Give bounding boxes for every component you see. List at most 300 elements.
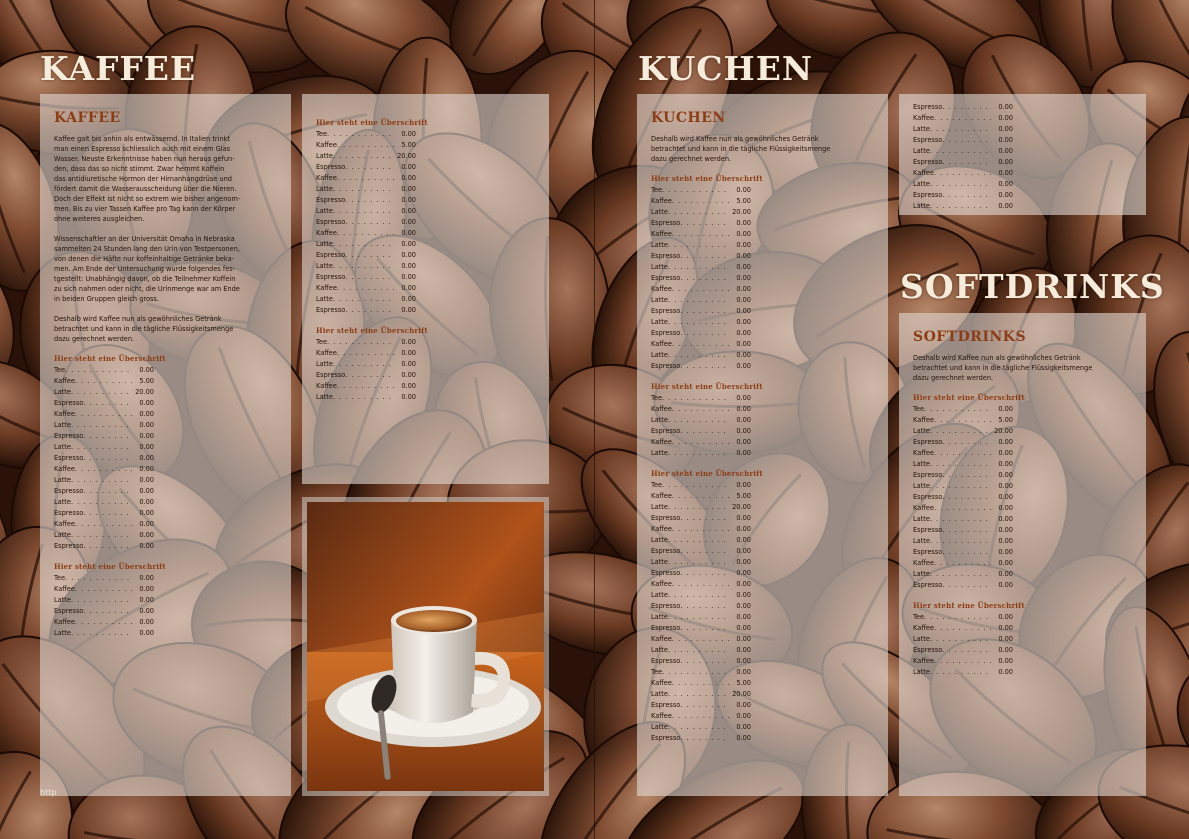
menu-item-name: Kaffee <box>651 438 672 446</box>
dot-leader <box>942 157 991 168</box>
dot-leader <box>345 305 394 316</box>
kuchen-paragraphs <box>651 134 874 164</box>
menu-item-name: Espresso <box>913 581 943 589</box>
dot-leader <box>672 524 729 535</box>
menu-item-price: 0.00 <box>998 460 1013 468</box>
menu-item-price: 0.00 <box>998 515 1013 523</box>
menu-item-row <box>316 305 416 316</box>
menu-item-name: Latte <box>54 498 71 506</box>
menu-item-row <box>316 392 416 403</box>
menu-item-name: Espresso <box>651 701 681 709</box>
coffee-cup-photo-frame <box>302 497 549 796</box>
menu-item-name: Tee <box>913 405 925 413</box>
dot-leader <box>668 448 729 459</box>
menu-item-row <box>316 370 416 381</box>
menu-item-row <box>316 140 416 151</box>
menu-item-name: Kaffee <box>316 174 337 182</box>
menu-item-row <box>913 536 1013 547</box>
dot-leader <box>662 480 729 491</box>
menu-item-row <box>651 722 751 733</box>
dot-leader <box>672 196 729 207</box>
menu-item-name: Latte <box>54 476 71 484</box>
dot-leader <box>942 492 991 503</box>
dot-leader <box>668 415 729 426</box>
menu-item-row <box>54 573 154 584</box>
menu-item-price: 0.00 <box>736 701 751 709</box>
dot-leader <box>71 420 132 431</box>
menu-item-price: 0.00 <box>736 427 751 435</box>
menu-item-row <box>651 196 751 207</box>
menu-item-price: 0.00 <box>736 525 751 533</box>
menu-item-row <box>54 584 154 595</box>
menu-item-row <box>54 442 154 453</box>
menu-item-name: Kaffee <box>316 141 337 149</box>
menu-item-name: Tee <box>913 613 925 621</box>
menu-item-name: Latte <box>913 668 930 676</box>
menu-item-row <box>54 606 154 617</box>
menu-item-price: 0.00 <box>401 218 416 226</box>
dot-leader <box>672 229 729 240</box>
dot-leader <box>337 140 394 151</box>
dot-leader <box>668 502 729 513</box>
menu-item-name: Espresso <box>913 191 943 199</box>
menu-item-row <box>54 420 154 431</box>
dot-leader <box>942 437 991 448</box>
menu-item-price: 0.00 <box>998 570 1013 578</box>
dot-leader <box>934 113 991 124</box>
menu-item-row <box>651 656 751 667</box>
menu-item-name: Latte <box>651 449 668 457</box>
menu-item-row <box>913 113 1013 124</box>
dot-leader <box>333 294 394 305</box>
menu-item-row <box>54 628 154 639</box>
menu-item-name: Espresso <box>651 602 681 610</box>
menu-item-price: 0.00 <box>736 318 751 326</box>
menu-item-row <box>54 486 154 497</box>
menu-item-price: 0.00 <box>998 136 1013 144</box>
section-heading: Hier steht eine Überschrift <box>651 174 763 183</box>
menu-item-name: Tee <box>651 668 663 676</box>
menu-item-price: 0.00 <box>401 196 416 204</box>
menu-item-row <box>54 617 154 628</box>
dot-leader <box>662 185 729 196</box>
menu-item-row <box>651 284 751 295</box>
menu-item-name: Latte <box>54 596 71 604</box>
dot-leader <box>672 404 729 415</box>
menu-item-price: 0.00 <box>998 180 1013 188</box>
menu-item-price: 0.00 <box>401 251 416 259</box>
top-right-panel <box>899 94 1146 215</box>
menu-item-name: Latte <box>651 536 668 544</box>
menu-item-name: Latte <box>651 263 668 271</box>
dot-leader <box>333 206 394 217</box>
menu-item-name: Latte <box>316 185 333 193</box>
menu-item-name: Espresso <box>651 624 681 632</box>
menu-item-row <box>913 634 1013 645</box>
menu-item-row <box>316 129 416 140</box>
menu-item-price: 0.00 <box>401 185 416 193</box>
menu-item-row <box>316 250 416 261</box>
menu-item-price: 0.00 <box>998 559 1013 567</box>
menu-item-row <box>651 678 751 689</box>
menu-item-row <box>651 689 751 700</box>
dot-leader <box>680 251 729 262</box>
menu-item-price: 20.00 <box>732 208 751 216</box>
dot-leader <box>930 146 991 157</box>
menu-item-name: Kaffee <box>651 492 672 500</box>
dot-leader <box>668 207 729 218</box>
dot-leader <box>680 306 729 317</box>
menu-item-row <box>651 502 751 513</box>
menu-item-name: Latte <box>651 723 668 731</box>
menu-item-row <box>316 294 416 305</box>
dot-leader <box>668 350 729 361</box>
menu-item-name: Espresso <box>651 547 681 555</box>
menu-item-name: Kaffee <box>54 377 75 385</box>
section-heading: Hier steht eine Überschrift <box>316 118 428 127</box>
menu-item-row <box>913 656 1013 667</box>
menu-item-row <box>316 184 416 195</box>
menu-item-name: Espresso <box>54 542 84 550</box>
menu-item-name: Espresso <box>651 329 681 337</box>
menu-item-row <box>651 229 751 240</box>
menu-item-row <box>316 261 416 272</box>
menu-item-price: 0.00 <box>998 103 1013 111</box>
dot-leader <box>83 398 132 409</box>
menu-item-price: 0.00 <box>998 202 1013 210</box>
menu-item-name: Kaffee <box>54 410 75 418</box>
menu-item-price: 0.00 <box>998 581 1013 589</box>
dot-leader <box>662 667 729 678</box>
dot-leader <box>680 568 729 579</box>
dot-leader <box>345 195 394 206</box>
menu-item-price: 0.00 <box>139 607 154 615</box>
section-heading: Hier steht eine Überschrift <box>913 393 1025 402</box>
menu-item-price: 0.00 <box>998 482 1013 490</box>
menu-item-name: Espresso <box>651 734 681 742</box>
dot-leader <box>345 217 394 228</box>
menu-item-name: Latte <box>913 537 930 545</box>
menu-item-price: 0.00 <box>139 629 154 637</box>
menu-item-price: 0.00 <box>401 382 416 390</box>
menu-item-price: 0.00 <box>139 410 154 418</box>
menu-item-name: Kaffee <box>651 580 672 588</box>
section-heading: Hier steht eine Überschrift <box>651 469 763 478</box>
dot-leader <box>934 623 991 634</box>
menu-item-name: Latte <box>651 351 668 359</box>
dot-leader <box>337 348 394 359</box>
menu-item-name: Latte <box>651 558 668 566</box>
menu-item-price: 0.00 <box>736 734 751 742</box>
menu-item-price: 0.00 <box>998 169 1013 177</box>
menu-item-name: Espresso <box>913 103 943 111</box>
menu-item-name: Latte <box>913 125 930 133</box>
menu-item-price: 0.00 <box>998 147 1013 155</box>
menu-item-row <box>651 557 751 568</box>
menu-item-name: Espresso <box>913 158 943 166</box>
menu-item-row <box>913 558 1013 569</box>
menu-item-row <box>316 283 416 294</box>
softdrinks-page-title: SOFTDRINKS <box>900 267 1165 306</box>
menu-item-name: Latte <box>316 152 333 160</box>
menu-item-row <box>54 475 154 486</box>
menu-item-row <box>913 124 1013 135</box>
dot-leader <box>668 557 729 568</box>
menu-item-name: Espresso <box>316 163 346 171</box>
menu-item-name: Espresso <box>913 548 943 556</box>
menu-item-row <box>651 185 751 196</box>
dot-leader <box>942 645 991 656</box>
menu-item-price: 0.00 <box>736 481 751 489</box>
menu-item-row <box>54 431 154 442</box>
section-heading: Hier steht eine Überschrift <box>913 601 1025 610</box>
dot-leader <box>930 179 991 190</box>
menu-item-row <box>651 415 751 426</box>
menu-item-price: 0.00 <box>998 191 1013 199</box>
kaffee-paragraphs <box>54 134 277 344</box>
menu-item-row <box>651 513 751 524</box>
menu-item-row <box>651 426 751 437</box>
softdrinks-panel-title: SOFTDRINKS <box>913 329 1027 345</box>
menu-item-name: Latte <box>54 531 71 539</box>
dot-leader <box>337 381 394 392</box>
dot-leader <box>668 262 729 273</box>
menu-item-row <box>651 535 751 546</box>
menu-item-name: Kaffee <box>913 416 934 424</box>
menu-item-row <box>913 415 1013 426</box>
menu-item-price: 0.00 <box>401 360 416 368</box>
menu-item-name: Espresso <box>316 251 346 259</box>
menu-item-price: 5.00 <box>998 416 1013 424</box>
menu-item-name: Latte <box>651 296 668 304</box>
espresso-cup-image <box>307 502 544 791</box>
dot-leader <box>924 404 991 415</box>
menu-item-row <box>316 348 416 359</box>
right-page-title: KUCHEN <box>638 49 814 88</box>
dot-leader <box>83 508 132 519</box>
kaffee-panel-title: KAFFEE <box>54 110 121 126</box>
left-page-title: KAFFEE <box>40 49 197 88</box>
menu-item-name: Espresso <box>316 218 346 226</box>
menu-item-name: Tee <box>316 130 328 138</box>
section-heading: Hier steht eine Überschrift <box>54 562 166 571</box>
dot-leader <box>942 547 991 558</box>
menu-item-price: 0.00 <box>736 613 751 621</box>
dot-leader <box>680 426 729 437</box>
menu-item-row <box>651 524 751 535</box>
menu-item-price: 0.00 <box>401 174 416 182</box>
menu-item-name: Espresso <box>651 362 681 370</box>
dot-leader <box>333 239 394 250</box>
dot-leader <box>327 129 394 140</box>
dot-leader <box>71 387 132 398</box>
softdrinks-paragraphs <box>913 353 1132 383</box>
dot-leader <box>668 689 729 700</box>
menu-item-price: 0.00 <box>998 114 1013 122</box>
menu-item-row <box>651 273 751 284</box>
menu-item-row <box>913 459 1013 470</box>
section-heading: Hier steht eine Überschrift <box>54 354 166 363</box>
menu-item-name: Espresso <box>913 438 943 446</box>
menu-item-name: Latte <box>316 240 333 248</box>
menu-item-row <box>913 146 1013 157</box>
menu-item-name: Kaffee <box>651 197 672 205</box>
dot-leader <box>668 590 729 601</box>
menu-item-row <box>651 568 751 579</box>
body-paragraph: Wissenschaftler an der Universität Omaha in Nebraska sammelten 24 Stunden lang den Urin von Testpersonen, von denen die Häfte nur koffeinhaltige Getränke beka- men. Am Ende der Untersuchung wurde folgendes fes- tgestellt: Unabhängig davon, ob die Teilnehmer Koffein zu sich nahmen oder nicht, die Urinmenge war am Ende in beiden Gruppen gleich gross. <box>54 235 240 303</box>
menu-item-price: 0.00 <box>736 263 751 271</box>
menu-item-price: 0.00 <box>401 273 416 281</box>
dot-leader <box>75 464 132 475</box>
menu-item-name: Espresso <box>54 399 84 407</box>
dot-leader <box>934 656 991 667</box>
menu-item-name: Espresso <box>651 219 681 227</box>
dot-leader <box>942 525 991 536</box>
menu-item-row <box>651 623 751 634</box>
menu-item-row <box>316 359 416 370</box>
menu-item-row <box>913 667 1013 678</box>
menu-item-price: 0.00 <box>736 449 751 457</box>
menu-item-row <box>651 612 751 623</box>
menu-item-price: 0.00 <box>139 476 154 484</box>
dot-leader <box>345 250 394 261</box>
menu-item-price: 0.00 <box>401 240 416 248</box>
dot-leader <box>934 558 991 569</box>
menu-item-name: Espresso <box>913 136 943 144</box>
menu-item-name: Tee <box>54 366 66 374</box>
menu-item-name: Latte <box>54 388 71 396</box>
menu-item-name: Tee <box>651 394 663 402</box>
menu-item-name: Kaffee <box>651 525 672 533</box>
dot-leader <box>668 722 729 733</box>
menu-item-row <box>316 162 416 173</box>
menu-item-name: Latte <box>913 202 930 210</box>
menu-item-row <box>651 350 751 361</box>
body-paragraph: Deshalb wird Kaffee nun als gewöhnliches Getränk betrachtet und kann in die tägliche Flüssigkeitsmenge dazu gerechnet werden. <box>913 354 1093 382</box>
dot-leader <box>337 228 394 239</box>
dot-leader <box>662 393 729 404</box>
menu-item-name: Latte <box>913 482 930 490</box>
body-paragraph: Kaffee galt bis anhin als entwässernd. In Italien trinkt man einen Espresso schliesslich auch mit einem Glas Wasser. Neuste Erkenntnisse haben nun heraus gefun- den, dass das so nicht stimmt. Zwar hemmt Koffein das antidiuretische Hormon der Hirnanhangdrüse und fördert damit die Wasserausscheidung über die Nieren. Doch der Effekt ist nicht so extrem wie bisher angenom- men. Bis zu vier Tassen Kaffee pro Tag kann der Körper ohne weiteres ausgleichen. <box>54 135 241 223</box>
menu-item-price: 20.00 <box>135 388 154 396</box>
menu-item-price: 0.00 <box>401 306 416 314</box>
menu-item-price: 0.00 <box>736 668 751 676</box>
menu-item-row <box>913 503 1013 514</box>
menu-item-name: Espresso <box>913 471 943 479</box>
dot-leader <box>930 201 991 212</box>
menu-item-row <box>913 102 1013 113</box>
menu-item-row <box>651 601 751 612</box>
menu-item-name: Kaffee <box>316 382 337 390</box>
dot-leader <box>672 339 729 350</box>
menu-item-price: 0.00 <box>736 340 751 348</box>
menu-item-row <box>651 491 751 502</box>
menu-item-name: Kaffee <box>316 349 337 357</box>
menu-item-name: Kaffee <box>54 465 75 473</box>
menu-item-row <box>651 317 751 328</box>
menu-item-name: Espresso <box>54 454 84 462</box>
menu-item-row <box>316 195 416 206</box>
menu-item-row <box>913 580 1013 591</box>
dot-leader <box>65 573 132 584</box>
menu-item-price: 5.00 <box>736 492 751 500</box>
kaffee-side-panel <box>302 94 549 484</box>
menu-item-price: 0.00 <box>736 362 751 370</box>
menu-item-row <box>54 398 154 409</box>
dot-leader <box>942 102 991 113</box>
menu-item-name: Espresso <box>913 646 943 654</box>
section-heading: Hier steht eine Überschrift <box>651 382 763 391</box>
menu-item-price: 0.00 <box>736 219 751 227</box>
dot-leader <box>672 437 729 448</box>
menu-item-price: 0.00 <box>998 537 1013 545</box>
menu-item-name: Espresso <box>651 569 681 577</box>
menu-item-price: 0.00 <box>736 394 751 402</box>
menu-item-row <box>316 206 416 217</box>
menu-item-name: Latte <box>316 207 333 215</box>
menu-item-row <box>54 497 154 508</box>
dot-leader <box>75 584 132 595</box>
dot-leader <box>668 612 729 623</box>
menu-item-row <box>651 207 751 218</box>
menu-item-name: Kaffee <box>651 230 672 238</box>
menu-item-price: 0.00 <box>139 520 154 528</box>
menu-item-row <box>651 393 751 404</box>
menu-item-price: 0.00 <box>139 421 154 429</box>
menu-item-name: Espresso <box>316 306 346 314</box>
menu-item-price: 0.00 <box>998 613 1013 621</box>
dot-leader <box>930 536 991 547</box>
menu-item-row <box>913 645 1013 656</box>
dot-leader <box>942 190 991 201</box>
menu-item-price: 0.00 <box>401 284 416 292</box>
menu-item-name: Kaffee <box>651 340 672 348</box>
menu-item-row <box>913 492 1013 503</box>
menu-item-name: Kaffee <box>913 449 934 457</box>
dot-leader <box>672 678 729 689</box>
menu-item-price: 5.00 <box>736 197 751 205</box>
menu-item-row <box>316 381 416 392</box>
menu-item-row <box>651 262 751 273</box>
menu-item-name: Kaffee <box>54 520 75 528</box>
dot-leader <box>942 135 991 146</box>
dot-leader <box>942 470 991 481</box>
menu-item-name: Espresso <box>913 493 943 501</box>
menu-item-price: 5.00 <box>736 679 751 687</box>
dot-leader <box>680 328 729 339</box>
menu-item-price: 0.00 <box>736 438 751 446</box>
menu-item-price: 0.00 <box>736 547 751 555</box>
menu-item-price: 0.00 <box>998 471 1013 479</box>
menu-item-row <box>651 437 751 448</box>
dot-leader <box>75 519 132 530</box>
menu-item-name: Latte <box>651 613 668 621</box>
menu-item-price: 0.00 <box>401 130 416 138</box>
dot-leader <box>680 601 729 612</box>
menu-item-name: Latte <box>913 180 930 188</box>
dot-leader <box>83 486 132 497</box>
menu-item-price: 0.00 <box>139 618 154 626</box>
dot-leader <box>83 431 132 442</box>
menu-item-name: Kaffee <box>651 679 672 687</box>
menu-item-name: Espresso <box>651 252 681 260</box>
menu-item-row <box>651 634 751 645</box>
menu-item-name: Espresso <box>316 371 346 379</box>
menu-item-price: 0.00 <box>998 548 1013 556</box>
dot-leader <box>75 409 132 420</box>
menu-item-row <box>651 579 751 590</box>
dot-leader <box>672 491 729 502</box>
